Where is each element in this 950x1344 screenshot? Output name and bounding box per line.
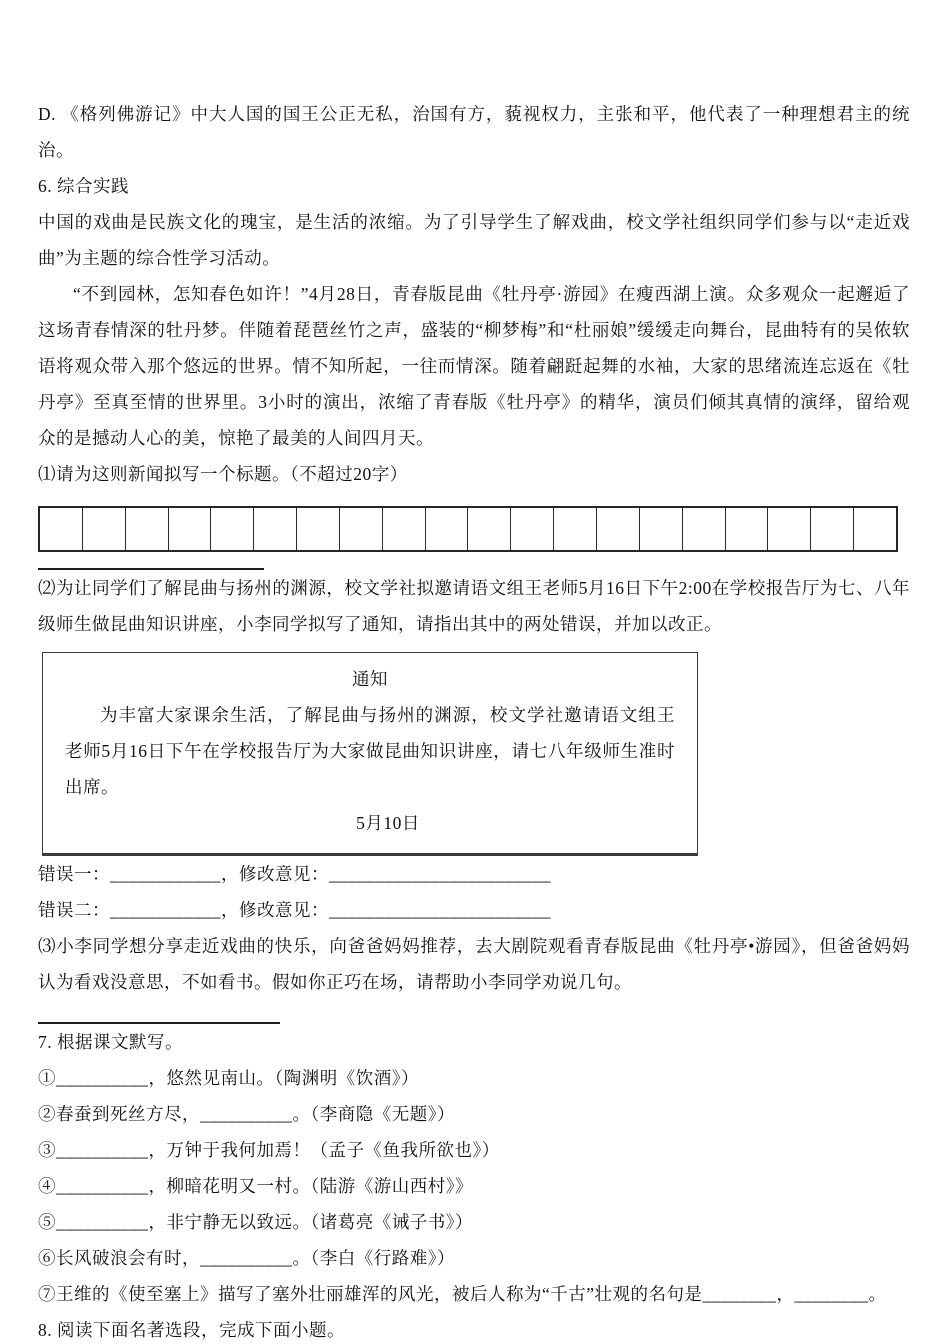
answer-grid-cell — [811, 508, 854, 550]
dictation-items — [38, 1060, 910, 1312]
answer-grid-cell — [297, 508, 340, 550]
answer-grid-cell — [640, 508, 683, 550]
answer-grid-cell — [554, 508, 597, 550]
answer-grid-cell — [211, 508, 254, 550]
answer-grid-cell — [383, 508, 426, 550]
q6-subquestion-3: ⑶小李同学想分享走近戏曲的快乐，向爸爸妈妈推荐，去大剧院观看青春版昆曲《牡丹亭•游园》，但爸爸妈妈认为看戏没意思，不如看书。假如你正巧在场，请帮助小李同学劝说几句。 — [38, 936, 910, 992]
dictation-item-5: ⑤__________，非宁静无以致远。（诸葛亮《诫子书》） — [38, 1212, 473, 1232]
dictation-item-1: ①__________，悠然见南山。（陶渊明《饮酒》） — [38, 1068, 419, 1088]
notice-box — [42, 652, 698, 856]
error-2-line: 错误二：____________，修改意见：________________________ — [38, 900, 551, 920]
notice-date: 5月10日 — [356, 813, 420, 833]
q6-intro-paragraph: 中国的戏曲是民族文化的瑰宝，是生活的浓缩。为了引导学生了解戏曲，校文学社组织同学们参与以“走近戏曲”为主题的综合性学习活动。 — [38, 212, 910, 268]
q6-news-paragraph: “不到园林，怎知春色如许！”4月28日，青春版昆曲《牡丹亭·游园》在瘦西湖上演。众多观众一起邂逅了这场青春情深的牡丹梦。伴随着琵琶丝竹之声，盛装的“柳梦梅”和“杜丽娘”缓缓走向舞台，昆曲特有的吴侬软语将观众带入那个悠远的世界。情不知所起，一往而情深。随着翩跹起舞的水袖，大家的思绪流连忘返在《牡丹亭》至真至情的世界里。3小时的演出，浓缩了青春版《牡丹亭》的精华，演员们倾其真情的演绎，留给观众的是撼动人心的美，惊艳了最美的人间四月天。 — [38, 284, 910, 448]
answer-grid-cell — [468, 508, 511, 550]
notice-body: 为丰富大家课余生活，了解昆曲与扬州的渊源，校文学社邀请语文组王老师5月16日下午在学校报告厅为大家做昆曲知识讲座，请七八年级师生准时出席。 — [65, 705, 675, 797]
dictation-item-7: ⑦王维的《使至塞上》描写了塞外壮丽雄浑的风光，被后人称为“千古”壮观的名句是________，________。 — [38, 1284, 887, 1304]
question-7-header: 7. 根据课文默写。 — [38, 1032, 183, 1052]
answer-grid-cell — [683, 508, 726, 550]
answer-grid-cell — [340, 508, 383, 550]
title-answer-grid — [38, 506, 898, 552]
dictation-item-4: ④__________，柳暗花明又一村。（陆游《游山西村》》 — [38, 1176, 473, 1196]
q6-subquestion-2: ⑵为让同学们了解昆曲与扬州的渊源，校文学社拟邀请语文组王老师5月16日下午2:00在学校报告厅为七、八年级师生做昆曲知识讲座，小李同学拟写了通知，请指出其中的两处错误，并加以改正。 — [38, 578, 910, 634]
q6-subquestion-1: ⑴请为这则新闻拟写一个标题。（不超过20字） — [38, 464, 408, 484]
answer-grid-cell — [40, 508, 83, 550]
dictation-item-2: ②春蚕到死丝方尽，__________。（李商隐《无题》） — [38, 1104, 455, 1124]
answer-grid-cell — [126, 508, 169, 550]
answer-grid-cell — [726, 508, 769, 550]
answer-grid-cell — [426, 508, 469, 550]
choice-option-d: D. 《格列佛游记》中大人国的国王公正无私，治国有方，藐视权力，主张和平，他代表了一种理想君主的统治。 — [38, 104, 910, 160]
dictation-item-3: ③__________，万钟于我何加焉！（孟子《鱼我所欲也》） — [38, 1140, 500, 1160]
notice-title: 通知 — [352, 669, 388, 689]
question-6-header: 6. 综合实践 — [38, 176, 129, 196]
answer-grid-cell — [254, 508, 297, 550]
answer-grid-cell — [854, 508, 896, 550]
question-8-header: 8. 阅读下面名著选段，完成下面小题。 — [38, 1320, 345, 1340]
dictation-item-6: ⑥长风破浪会有时，__________。（李白《行路难》） — [38, 1248, 455, 1268]
error-1-line: 错误一：____________，修改意见：________________________ — [38, 864, 551, 884]
answer-grid-cell — [511, 508, 554, 550]
answer-grid-cell — [597, 508, 640, 550]
answer-grid-cell — [768, 508, 811, 550]
answer-grid-cell — [169, 508, 212, 550]
answer-grid-cell — [83, 508, 126, 550]
